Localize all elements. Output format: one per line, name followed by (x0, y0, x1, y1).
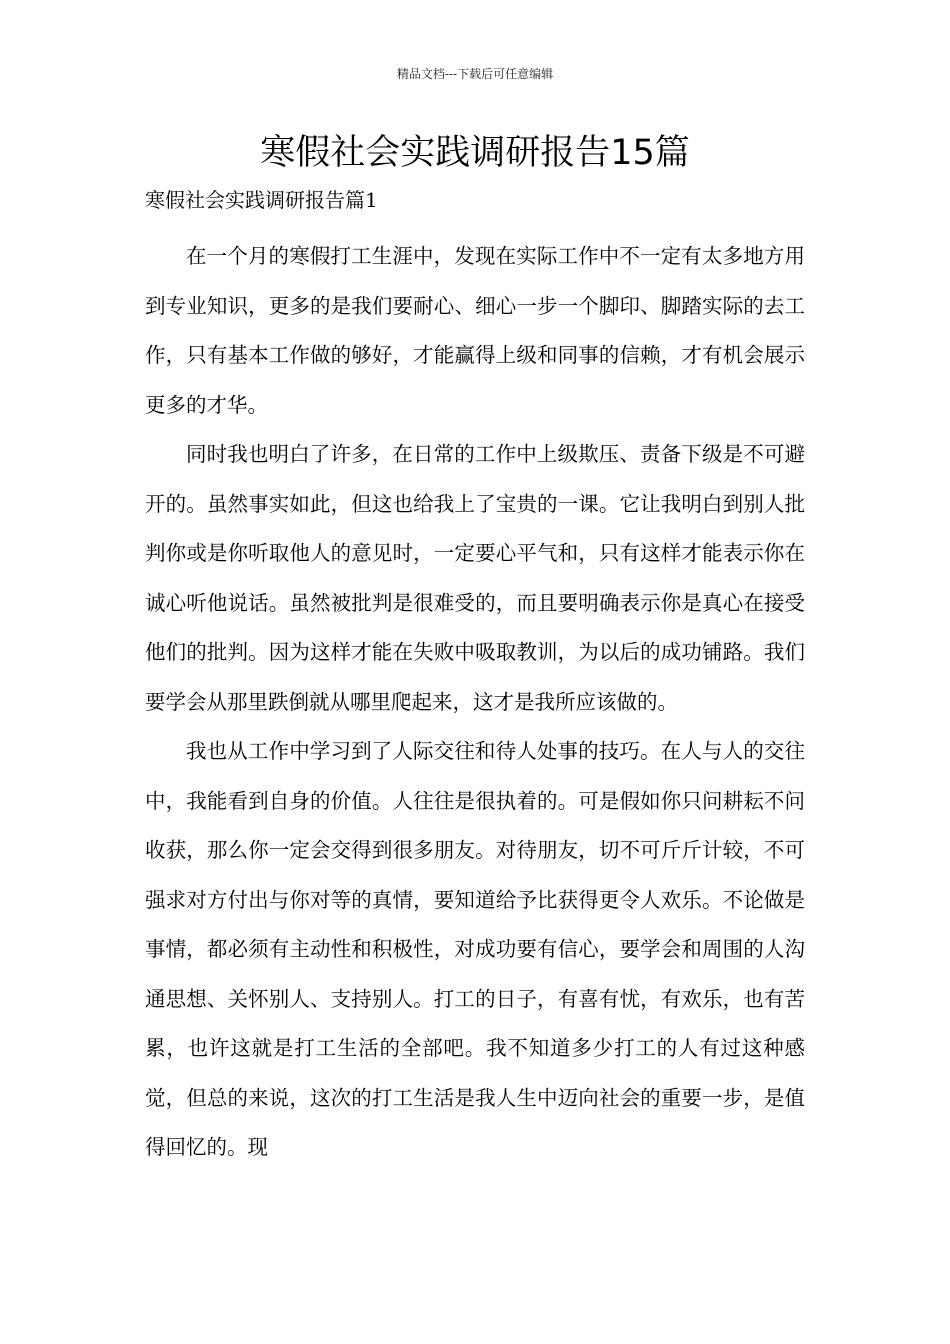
paragraph: 同时我也明白了许多，在日常的工作中上级欺压、责备下级是不可避开的。虽然事实如此，但这也给我上了宝贵的一课。它让我明白到别人批判你或是你听取他人的意见时，一定要心平气和，只有这样才能表示你在诚心听他说话。虽然被批判是很难受的，而且要明确表示你是真心在接受他们的批判。因为这样才能在失败中吸取教训，为以后的成功铺路。我们要学会从那里跌倒就从哪里爬起来，这才是我所应该做的。 (145, 442, 805, 714)
paragraph: 在一个月的寒假打工生涯中，发现在实际工作中不一定有太多地方用到专业知识，更多的是我们要耐心、细心一步一个脚印、脚踏实际的去工作，只有基本工作做的够好，才能赢得上级和同事的信赖，才有机会展示更多的才华。 (145, 244, 805, 417)
header-note: 精品文档---下载后可任意编辑 (396, 67, 554, 81)
section-heading: 寒假社会实践调研报告篇1 (145, 188, 378, 212)
document-title: 寒假社会实践调研报告15篇 (260, 133, 690, 173)
paragraph: 我也从工作中学习到了人际交往和待人处事的技巧。在人与人的交往中，我能看到自身的价值。人往往是很执着的。可是假如你只问耕耘不问收获，那么你一定会交得到很多朋友。对待朋友，切不可斤斤计较，不可强求对方付出与你对等的真情，要知道给予比获得更令人欢乐。不论做是事情，都必须有主动性和积极性，对成功要有信心，要学会和周围的人沟通思想、关怀别人、支持别人。打工的日子，有喜有忧，有欢乐，也有苦累，也许这就是打工生活的全部吧。我不知道多少打工的人有过这种感觉，但总的来说，这次的打工生活是我人生中迈向社会的重要一步，是值得回忆的。现 (145, 739, 805, 1159)
body-text (145, 232, 805, 1173)
